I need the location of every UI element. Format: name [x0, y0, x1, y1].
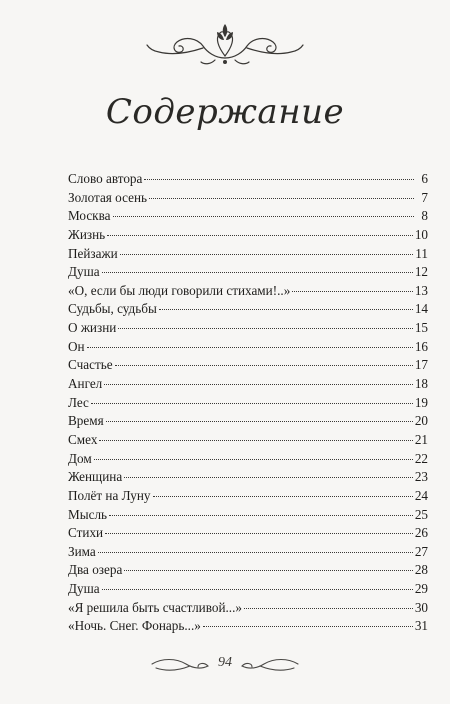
- toc-entry-page-number: 7: [421, 189, 428, 205]
- toc-entry-title: Душа: [68, 581, 100, 597]
- toc-entry-title: Ангел: [68, 376, 103, 392]
- toc-entry-title: Счастье: [68, 357, 113, 373]
- toc-entry: [68, 468, 428, 487]
- dot-leader: [115, 365, 413, 366]
- toc-entry-title: О жизни: [68, 320, 117, 336]
- toc-entry: [68, 356, 428, 375]
- toc-entry-page-number: 8: [421, 208, 428, 224]
- toc-entry-page-number: 29: [414, 581, 428, 597]
- toc-entry-page-number: 19: [414, 394, 428, 410]
- toc-entry-page-number: 16: [414, 338, 428, 354]
- toc-entry-page-number: 15: [414, 320, 428, 336]
- toc-entry-title: Лес: [68, 394, 89, 410]
- dot-leader: [102, 272, 413, 273]
- toc-entry-page-number: 13: [414, 282, 428, 298]
- toc-entry: [68, 319, 428, 338]
- toc-entry-title: Душа: [68, 264, 100, 280]
- toc-entry-title: Слово автора: [68, 171, 143, 186]
- toc-entry: [68, 189, 428, 208]
- toc-entry-title: Мысль: [68, 506, 108, 522]
- toc-entry: [68, 524, 428, 543]
- dot-leader: [104, 384, 413, 385]
- toc-entry-page-number: 28: [414, 562, 428, 578]
- toc-entry-page-number: 25: [414, 506, 428, 522]
- toc-entry-title: «Я решила быть счастливой...»: [68, 599, 242, 615]
- toc-entry-title: Полёт на Луну: [68, 487, 151, 503]
- toc-entry-page-number: 6: [421, 171, 428, 186]
- toc-entry: [68, 599, 428, 618]
- dot-leader: [107, 235, 413, 236]
- toc-entry-title: Время: [68, 413, 104, 429]
- toc-entry-title: Женщина: [68, 469, 123, 485]
- toc-entry-title: Он: [68, 338, 85, 354]
- toc-entry: [68, 580, 428, 599]
- toc-entry: [68, 245, 428, 264]
- toc-entry: [68, 338, 428, 357]
- toc-entry-title: Стихи: [68, 525, 104, 541]
- toc-entry-page-number: 21: [414, 431, 428, 447]
- toc-entry: [68, 263, 428, 282]
- dot-leader: [106, 421, 413, 422]
- toc-entry: [68, 394, 428, 413]
- toc-entry-title: «О, если бы люди говорили стихами!..»: [68, 282, 291, 298]
- toc-entry-title: «Ночь. Снег. Фонарь...»: [68, 618, 201, 634]
- dot-leader: [144, 179, 414, 180]
- dot-leader: [113, 216, 415, 217]
- toc-entry-page-number: 30: [414, 599, 428, 615]
- toc-entry-title: Москва: [68, 208, 111, 224]
- toc-entry: [68, 207, 428, 226]
- dot-leader: [124, 570, 413, 571]
- dot-leader: [94, 459, 413, 460]
- dot-leader: [244, 608, 413, 609]
- toc-entry: [68, 617, 428, 636]
- dot-leader: [105, 533, 413, 534]
- dot-leader: [98, 552, 413, 553]
- toc-entry-page-number: 27: [414, 543, 428, 559]
- dot-leader: [120, 254, 414, 255]
- dot-leader: [109, 515, 413, 516]
- dot-leader: [153, 496, 413, 497]
- toc-entry-title: Дом: [68, 450, 92, 466]
- dot-leader: [102, 589, 413, 590]
- toc-entry-page-number: 31: [414, 618, 428, 634]
- dot-leader: [118, 328, 412, 329]
- toc-entry-page-number: 24: [414, 487, 428, 503]
- toc-entry-page-number: 11: [415, 245, 428, 261]
- dot-leader: [159, 309, 413, 310]
- toc-entry-title: Жизнь: [68, 226, 106, 242]
- dot-leader: [124, 477, 413, 478]
- toc-entry-page-number: 23: [414, 469, 428, 485]
- toc-entry: [68, 431, 428, 450]
- toc-entry: [68, 300, 428, 319]
- toc-entry: [68, 561, 428, 580]
- toc-entry: [68, 226, 428, 245]
- dot-leader: [292, 291, 413, 292]
- toc-entry-title: Золотая осень: [68, 189, 148, 205]
- dot-leader: [149, 198, 414, 199]
- toc-entry: [68, 170, 428, 189]
- toc-entry: [68, 412, 428, 431]
- toc-entry-page-number: 20: [414, 413, 428, 429]
- toc-entry-title: Смех: [68, 431, 98, 447]
- toc-entry-page-number: 10: [414, 226, 428, 242]
- page-title: Содержание: [105, 92, 345, 132]
- toc-entry-title: Два озера: [68, 562, 123, 578]
- toc-entry-page-number: 14: [414, 301, 428, 317]
- toc-entry: [68, 450, 428, 469]
- toc-entry: [68, 282, 428, 301]
- toc-entry-page-number: 18: [414, 376, 428, 392]
- toc-entry-page-number: 22: [414, 450, 428, 466]
- dot-leader: [203, 626, 413, 627]
- toc-entry-page-number: 26: [414, 525, 428, 541]
- page-footer: [150, 648, 300, 682]
- toc-entry-title: Зима: [68, 543, 96, 559]
- dot-leader: [99, 440, 412, 441]
- flourish-ornament-top: [145, 18, 305, 70]
- toc-entry-page-number: 17: [414, 357, 428, 373]
- toc-entry-title: Судьбы, судьбы: [68, 301, 157, 317]
- toc-entry-title: Пейзажи: [68, 245, 118, 261]
- dot-leader: [87, 347, 413, 348]
- table-of-contents: [68, 170, 428, 636]
- page-number: 94: [218, 655, 232, 670]
- toc-entry: [68, 543, 428, 562]
- toc-entry: [68, 487, 428, 506]
- toc-entry: [68, 506, 428, 525]
- dot-leader: [91, 403, 413, 404]
- toc-entry: [68, 375, 428, 394]
- toc-entry-page-number: 12: [414, 264, 428, 280]
